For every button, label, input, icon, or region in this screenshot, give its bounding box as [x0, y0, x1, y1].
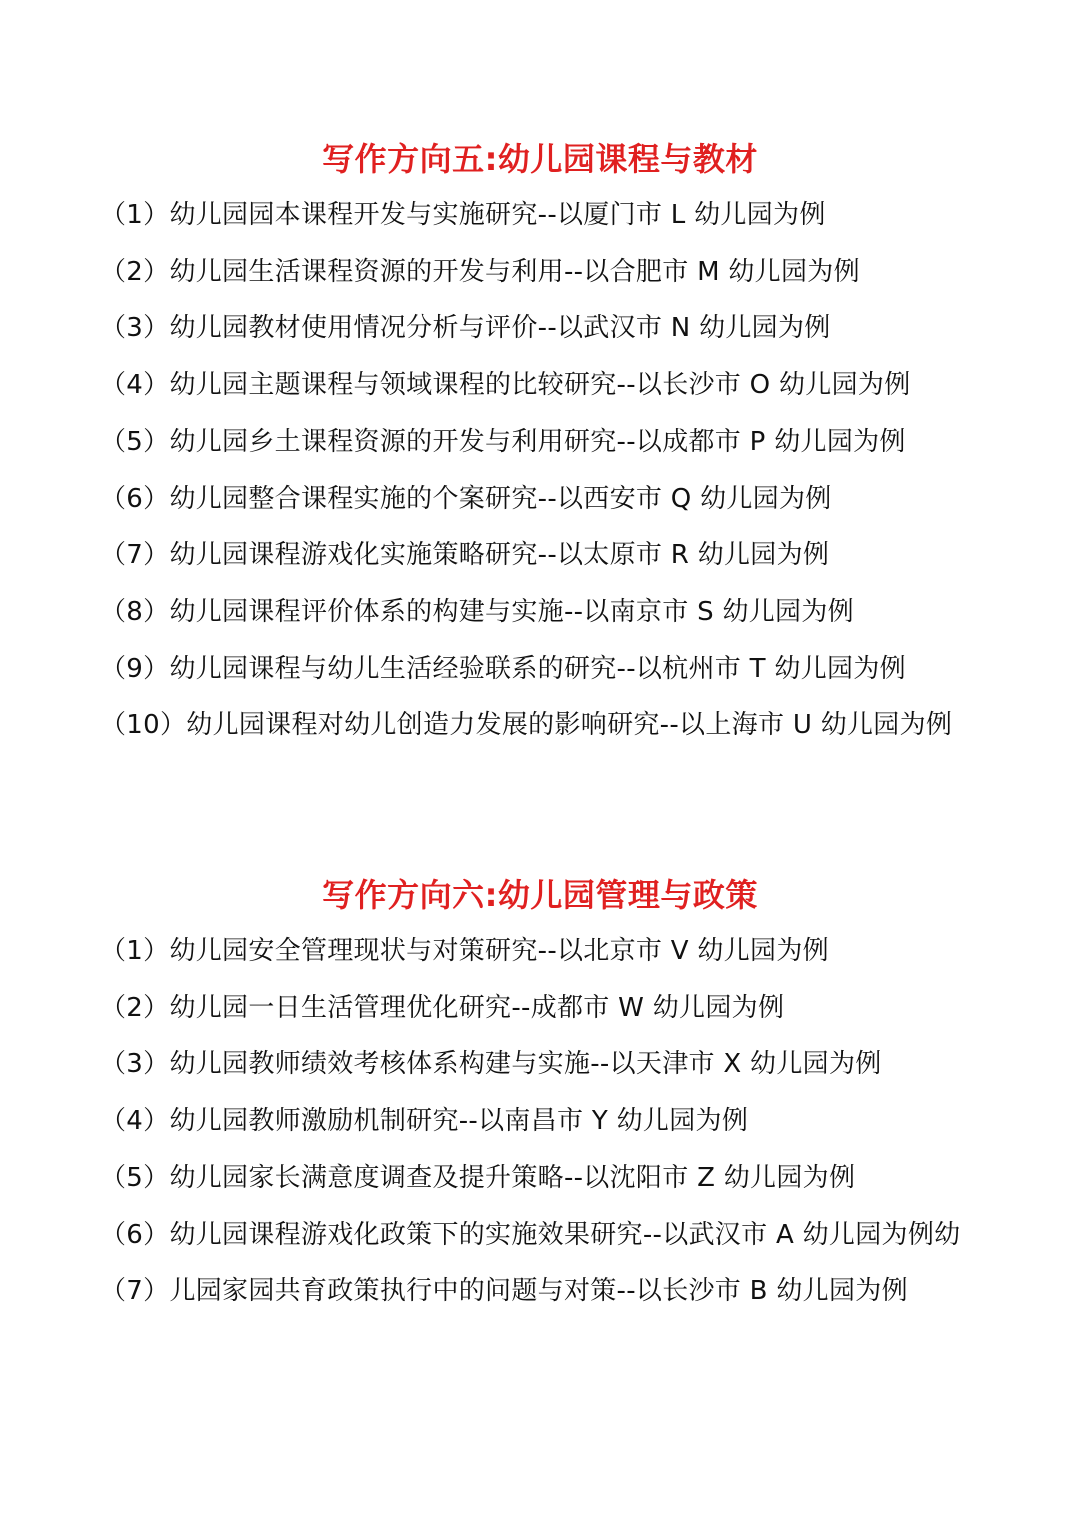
- list-item: （10）幼儿园课程对幼儿创造力发展的影响研究--以上海市 U 幼儿园为例: [100, 710, 953, 741]
- list-item: （6）幼儿园整合课程实施的个案研究--以西安市 Q 幼儿园为例: [100, 483, 832, 514]
- list-item: （5）幼儿园乡土课程资源的开发与利用研究--以成都市 P 幼儿园为例: [100, 426, 906, 457]
- list-item: （9）幼儿园课程与幼儿生活经验联系的研究--以杭州市 T 幼儿园为例: [100, 653, 906, 684]
- list-item: （2）幼儿园一日生活管理优化研究--成都市 W 幼儿园为例: [100, 992, 785, 1023]
- list-item: （3）幼儿园教师绩效考核体系构建与实施--以天津市 X 幼儿园为例: [100, 1049, 882, 1080]
- section-title-6: 写作方向六:幼儿园管理与政策: [322, 876, 758, 914]
- list-item: （7）幼儿园课程游戏化实施策略研究--以太原市 R 幼儿园为例: [100, 540, 830, 571]
- section-list-6: [100, 923, 984, 1320]
- list-item: （2）幼儿园生活课程资源的开发与利用--以合肥市 M 幼儿园为例: [100, 256, 860, 287]
- list-item: （3）幼儿园教材使用情况分析与评价--以武汉市 N 幼儿园为例: [100, 313, 831, 344]
- section-list-5: [100, 187, 984, 754]
- list-item: （4）幼儿园主题课程与领域课程的比较研究--以长沙市 O 幼儿园为例: [100, 370, 911, 401]
- list-item: （1）幼儿园园本课程开发与实施研究--以厦门市 L 幼儿园为例: [100, 200, 826, 230]
- list-item: （8）幼儿园课程评价体系的构建与实施--以南京市 S 幼儿园为例: [100, 596, 854, 627]
- list-item: （5）幼儿园家长满意度调查及提升策略--以沈阳市 Z 幼儿园为例: [100, 1162, 856, 1193]
- list-item: （6）幼儿园课程游戏化政策下的实施效果研究--以武汉市 A 幼儿园为例幼: [100, 1219, 961, 1250]
- section-title-5: 写作方向五:幼儿园课程与教材: [322, 140, 758, 178]
- list-item: （1）幼儿园安全管理现状与对策研究--以北京市 V 幼儿园为例: [100, 936, 829, 966]
- list-item: （7）儿园家园共育政策执行中的问题与对策--以长沙市 B 幼儿园为例: [100, 1276, 908, 1307]
- list-item: （4）幼儿园教师激励机制研究--以南昌市 Y 幼儿园为例: [100, 1106, 749, 1137]
